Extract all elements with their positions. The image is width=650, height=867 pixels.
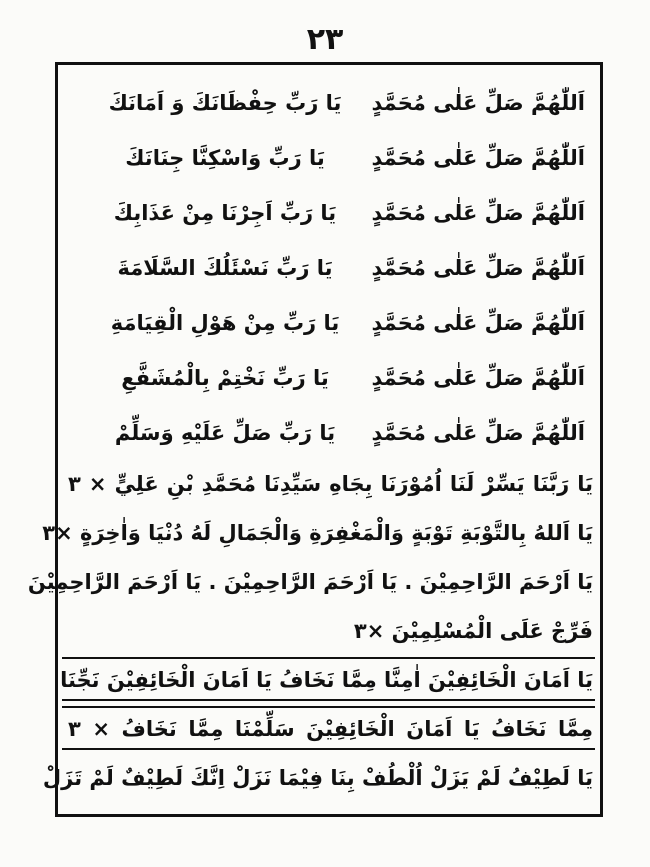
prayer-line: يَا رَبَّنَا يَسِّرْ لَنَا اُمُوْرَنَا بِجَاهِ سَيِّدِنَا مُحَمَّدِ بْنِ عَلِيٍّ × ٣ [68,472,593,496]
verse-table [75,75,585,460]
verse-supplication: يَا رَبِّ مِنْ هَوْلِ الْقِيَامَةِ [110,310,340,335]
prayer-line: فَرِّجْ عَلَى الْمُسْلِمِيْنَ ×٣ [353,619,593,643]
verse-salawat: اَللّٰهُمَّ صَلِّ عَلٰى مُحَمَّدٍ [371,200,585,225]
prayer-line: يَا اَللهُ بِالتَّوْبَةِ تَوْبَةٍ وَالْمَغْفِرَةِ وَالْجَمَالِ لَهُ دُنْيَا وَاٰخِرَةٍ ×٣ [42,521,593,545]
prayer-block [27,460,593,803]
prayer-line: يَا اَمَانَ الْخَائِفِيْنَ اٰمِنَّا مِمَّا نَخَافُ يَا اَمَانَ الْخَائِفِيْنَ نَجِّنَا [60,668,593,692]
verse-row [75,405,585,460]
verse-supplication: يَا رَبِّ اَجِرْنَا مِنْ عَذَابِكَ [113,200,337,225]
verse-supplication: يَا رَبِّ نَسْئَلُكَ السَّلَامَةَ [117,255,333,280]
prayer-line: يَا لَطِيْفُ لَمْ يَزَلْ اُلْطُفْ بِنَا فِيْمَا نَزَلْ اِنَّكَ لَطِيْفٌ لَمْ تَزَلْ [42,766,593,790]
verse-supplication: يَا رَبِّ حِفْظَانَكَ وَ اَمَانَكَ [108,90,342,115]
verse-supplication: يَا رَبِّ نَخْتِمْ بِالْمُشَفَّعِ [121,365,329,390]
prayer-line: يَا اَرْحَمَ الرَّاحِمِيْنَ . يَا اَرْحَمَ الرَّاحِمِيْنَ . يَا اَرْحَمَ الرَّاحِمِيْنَ [27,570,593,594]
verse-salawat: اَللّٰهُمَّ صَلِّ عَلٰى مُحَمَّدٍ [371,90,585,115]
verse-salawat: اَللّٰهُمَّ صَلِّ عَلٰى مُحَمَّدٍ [371,310,585,335]
verse-row [75,75,585,130]
page-number: ٢٣ [306,22,344,57]
prayer-line: مِمَّا نَخَافُ يَا اَمَانَ الْخَائِفِيْنَ سَلِّمْنَا مِمَّا نَخَافُ × ٣ [68,717,593,741]
verse-row [75,350,585,405]
verse-row [75,295,585,350]
verse-supplication: يَا رَبِّ صَلِّ عَلَيْهِ وَسَلِّمْ [114,420,336,445]
verse-row [75,240,585,295]
verse-salawat: اَللّٰهُمَّ صَلِّ عَلٰى مُحَمَّدٍ [371,420,585,445]
verse-salawat: اَللّٰهُمَّ صَلِّ عَلٰى مُحَمَّدٍ [371,365,585,390]
verse-row [75,130,585,185]
verse-supplication: يَا رَبِّ وَاسْكِنَّا جِنَانَكَ [125,145,325,170]
verse-row [75,185,585,240]
verse-salawat: اَللّٰهُمَّ صَلِّ عَلٰى مُحَمَّدٍ [371,255,585,280]
verse-salawat: اَللّٰهُمَّ صَلِّ عَلٰى مُحَمَّدٍ [371,145,585,170]
